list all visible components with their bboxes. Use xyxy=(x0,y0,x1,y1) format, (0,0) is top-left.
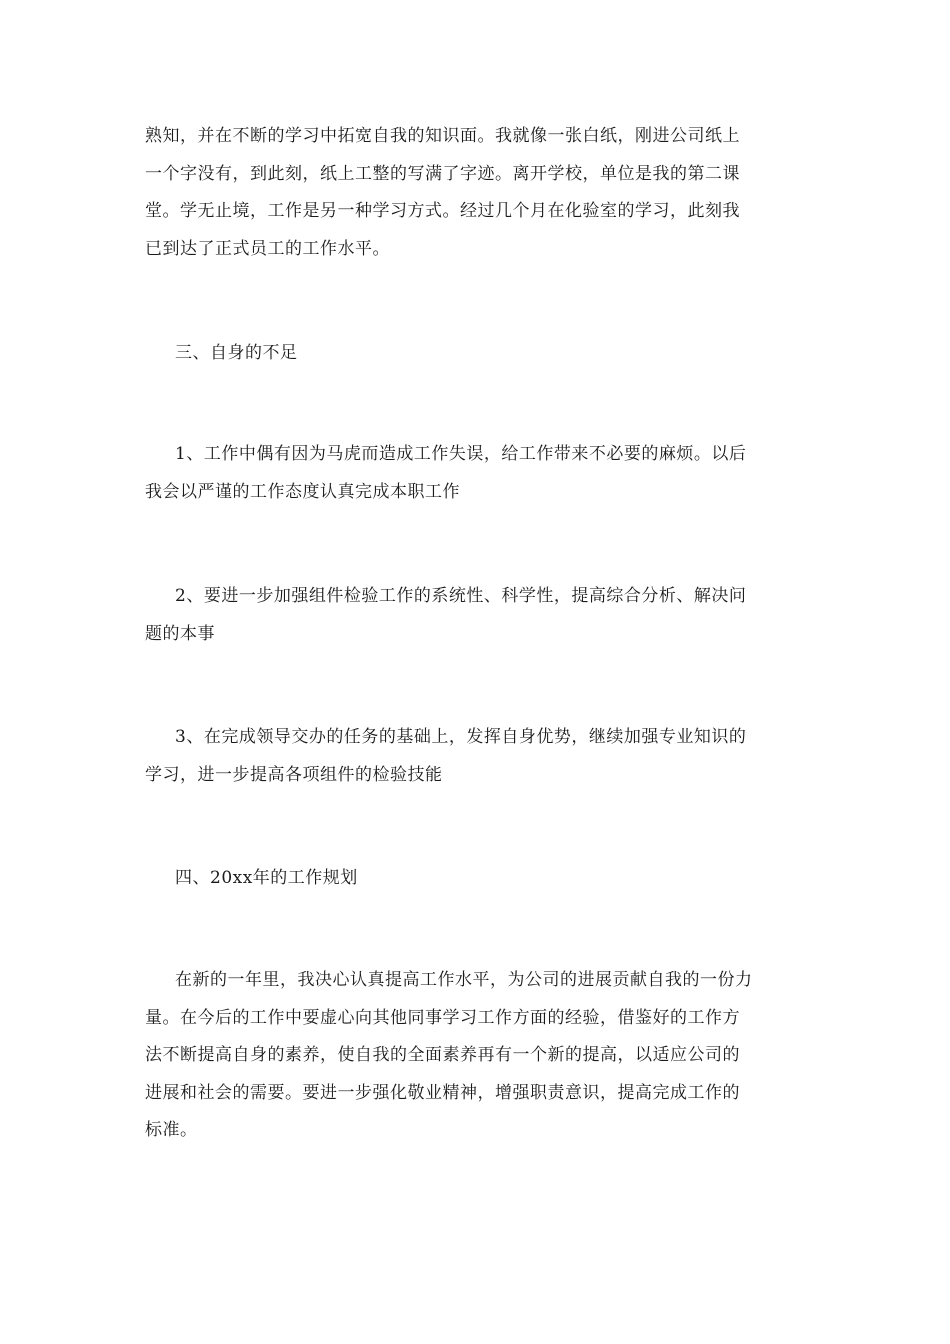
text-line: 熟知，并在不断的学习中拓宽自我的知识面。我就像一张白纸，刚进公司纸上 xyxy=(145,126,740,146)
text-line: 一个字没有，到此刻，纸上工整的写满了字迹。离开学校，单位是我的第二课 xyxy=(145,163,740,184)
text-line: 在新的一年里，我决心认真提高工作水平，为公司的进展贡献自我的一份力 xyxy=(175,970,753,990)
text-line: 3、在完成领导交办的任务的基础上，发挥自身优势，继续加强专业知识的 xyxy=(175,727,747,747)
text-line: 标准。 xyxy=(145,1120,198,1140)
intro-paragraph xyxy=(145,118,810,268)
section-3-item-3 xyxy=(145,719,810,794)
text-line: 量。在今后的工作中要虚心向其他同事学习工作方面的经验，借鉴好的工作方 xyxy=(145,1007,740,1028)
text-line: 堂。学无止境，工作是另一种学习方式。经过几个月在化验室的学习，此刻我 xyxy=(145,201,740,221)
section-4-heading: 四、20xx年的工作规划 xyxy=(175,868,358,888)
text-line: 进展和社会的需要。要进一步强化敬业精神，增强职责意识，提高完成工作的 xyxy=(145,1082,740,1103)
section-3-heading: 三、自身的不足 xyxy=(175,343,298,363)
section-3-item-2 xyxy=(145,578,810,653)
text-line: 法不断提高自身的素养，使自我的全面素养再有一个新的提高，以适应公司的 xyxy=(145,1045,740,1065)
text-line: 2、要进一步加强组件检验工作的系统性、科学性，提高综合分析、解决问 xyxy=(175,586,747,606)
section-4-paragraph xyxy=(145,962,810,1150)
text-line: 题的本事 xyxy=(145,623,215,644)
section-3-item-1 xyxy=(145,436,810,511)
text-line: 已到达了正式员工的工作水平。 xyxy=(145,238,390,259)
text-line: 学习，进一步提高各项组件的检验技能 xyxy=(145,764,443,785)
text-line: 1、工作中偶有因为马虎而造成工作失误，给工作带来不必要的麻烦。以后 xyxy=(175,444,747,464)
text-line: 我会以严谨的工作态度认真完成本职工作 xyxy=(145,481,460,502)
